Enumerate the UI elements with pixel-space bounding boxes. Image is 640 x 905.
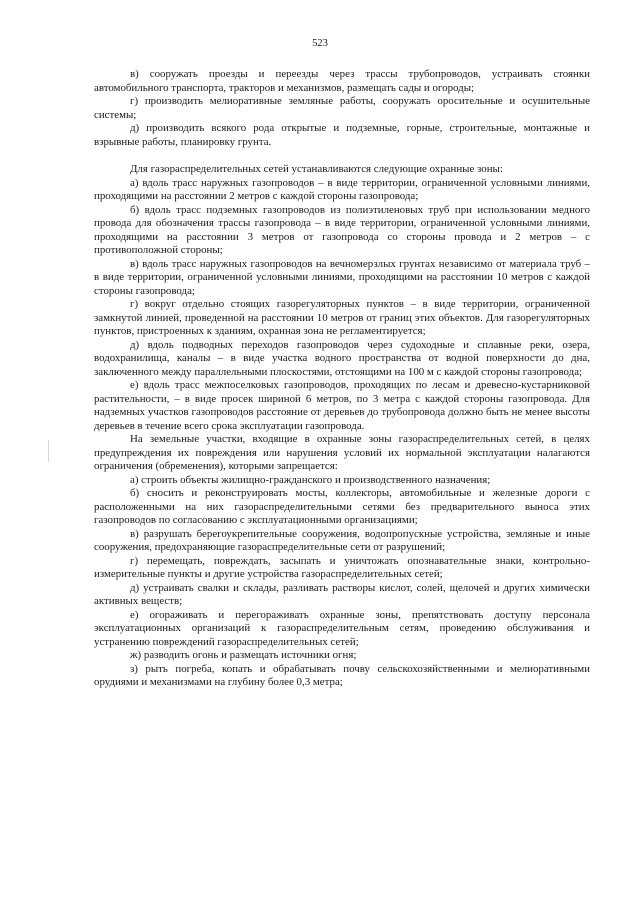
document-body (94, 68, 590, 690)
paragraph: в) сооружать проезды и переезды через трассы трубопроводов, устраивать стоянки автомобильного транспорта, тракторов и механизмов, размещать сады и огороды; (94, 68, 590, 94)
paragraph: б) вдоль трасс подземных газопроводов из полиэтиленовых труб при использовании медного провода для обозначения трассы газопровода – в виде территории, ограниченной условными линиями, проходящими на расстоянии 3 метров от газопровода со стороны провода и 2 метров – с противоположной стороны; (94, 203, 590, 256)
paragraph: На земельные участки, входящие в охранные зоны газораспределительных сетей, в целях предупреждения их повреждения или нарушения условий их нормальной эксплуатации налагаются ограничения (обременения), которыми запрещается: (94, 433, 590, 472)
paragraph: ж) разводить огонь и размещать источники огня; (130, 649, 357, 661)
paragraph: з) рыть погреба, копать и обрабатывать почву сельскохозяйственными и мелиоративными орудиями и механизмами на глубину более 0,3 метра; (94, 662, 590, 688)
paragraph: б) сносить и реконструировать мосты, коллекторы, автомобильные и железные дороги с расположенными на них газораспределительными сетями без предварительного выноса этих газопроводов по согласованию с эксплуатационными организациями; (94, 487, 590, 526)
paragraph: г) перемещать, повреждать, засыпать и уничтожать опознавательные знаки, контрольно-измерительные пункты и другие устройства газораспределительных сетей; (94, 554, 590, 580)
paragraph: д) производить всякого рода открытые и подземные, горные, строительные, монтажные и взрывные работы, планировку грунта. (94, 122, 590, 148)
paragraph: а) вдоль трасс наружных газопроводов – в виде территории, ограниченной условными линиями, проходящими на расстоянии 2 метров с каждой стороны газопровода; (94, 176, 590, 202)
paragraph: е) вдоль трасс межпоселковых газопроводов, проходящих по лесам и древесно-кустарниковой растительности, – в виде просек шириной 6 метров, по 3 метра с каждой стороны газопровода. Для надземных участков газопроводов расстояние от деревьев до трубопровода должно быть не менее высоты деревьев в течение всего срока эксплуатации газопровода. (94, 379, 590, 432)
paragraph: в) вдоль трасс наружных газопроводов на вечномерзлых грунтах независимо от материала труб – в виде территории, ограниченной условными линиями, проходящими на расстоянии 10 метров с каждой стороны газопровода; (94, 257, 590, 297)
paragraph: а) строить объекты жилищно-гражданского и производственного назначения; (130, 473, 491, 486)
paragraph: Для газораспределительных сетей устанавливаются следующие охранные зоны: (130, 163, 503, 175)
paragraph: г) производить мелиоративные земляные работы, сооружать оросительные и осушительные системы; (94, 95, 590, 121)
paragraph: д) вдоль подводных переходов газопроводов через судоходные и сплавные реки, озера, водохранилища, каналы – в виде участка водного пространства от водной поверхности до дна, заключенного между параллельными плоскостями, отстоящими на 100 м с каждой стороны газопровода; (94, 338, 590, 378)
page-number: 523 (312, 38, 328, 49)
paragraph: е) огораживать и перегораживать охранные зоны, препятствовать доступу персонала эксплуатационных организаций к газораспределительным сетям, проведению обслуживания и устранению повреждений газораспределительных сетей; (94, 608, 590, 648)
paragraph: в) разрушать берегоукрепительные сооружения, водопропускные устройства, земляные и иные сооружения, предохраняющие газораспределительные сети от разрушений; (94, 527, 590, 553)
scan-margin-mark (48, 440, 49, 462)
paragraph: д) устраивать свалки и склады, разливать растворы кислот, солей, щелочей и других химически активных веществ; (94, 581, 590, 607)
paragraph: г) вокруг отдельно стоящих газорегуляторных пунктов – в виде территории, ограниченной замкнутой линией, проведенной на расстоянии 10 метров от границ этих объектов. Для газорегуляторных пунктов, пристроенных к зданиям, охранная зона не регламентируется; (94, 298, 590, 337)
